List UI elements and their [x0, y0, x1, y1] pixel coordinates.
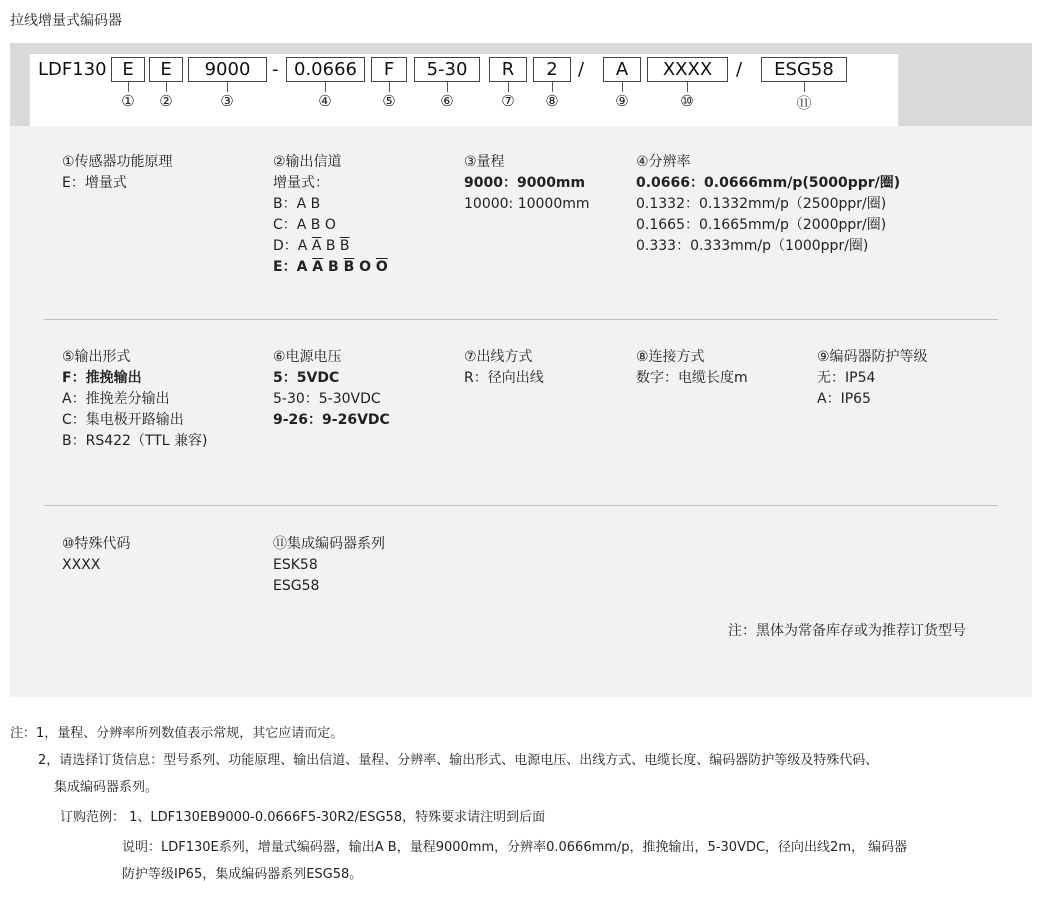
section-channel — [273, 152, 388, 278]
option-item: 9000：9000mm — [464, 175, 586, 191]
option-item: A：推挽差分输出 — [62, 391, 170, 407]
section-title: ②输出信道 — [273, 154, 342, 170]
code-box-cable: R — [489, 57, 527, 82]
marker-8: ⑧ — [545, 92, 559, 110]
signal-o: O — [359, 259, 372, 275]
marker-tick — [447, 82, 448, 92]
signal-o-inverted: $\overline{O}$ — [375, 259, 388, 275]
option-item: 5：5VDC — [273, 370, 340, 386]
marker-10: ⑩ — [680, 92, 694, 110]
code-box-voltage: 5-30 — [414, 57, 480, 82]
stock-note: 注：黑体为常备库存或为推荐订货型号 — [728, 623, 966, 639]
code-separator-slash: / — [578, 59, 585, 80]
option-item: 数字：电缆长度m — [636, 370, 748, 386]
option-key: D： — [273, 238, 298, 254]
code-box-connect: 2 — [533, 57, 571, 82]
option-item: R：径向出线 — [464, 370, 544, 386]
divider — [44, 505, 998, 506]
section-cable — [464, 347, 544, 389]
code-box-function: E — [111, 57, 145, 82]
option-item: 5-30：5-30VDC — [273, 391, 381, 407]
option-item: 10000: 10000mm — [464, 196, 590, 212]
code-box-channel: E — [149, 57, 183, 82]
option-item: C：A B O — [273, 217, 336, 233]
marker-9: ⑨ — [615, 92, 629, 110]
code-box-range: 9000 — [188, 57, 267, 82]
code-panel — [10, 43, 1032, 126]
order-example: 订购范例： 1、LDF130EB9000-0.0666F5-30R2/ESG58，特殊要求请注明到后面 — [60, 810, 546, 825]
signal-b: B — [328, 259, 339, 275]
section-connect — [636, 347, 748, 389]
option-key: E： — [273, 259, 297, 275]
option-item: ESG58 — [273, 578, 320, 594]
marker-2: ② — [159, 92, 173, 110]
marker-tick — [804, 82, 805, 92]
signal-a-inverted: $\overline{A}$ — [311, 238, 322, 254]
section-resolution — [636, 152, 900, 257]
marker-tick — [552, 82, 553, 92]
section-title: ⑦出线方式 — [464, 349, 533, 365]
option-item: 0.1332：0.1332mm/p（2500ppr/圈) — [636, 196, 887, 212]
option-item: 增量式： — [273, 175, 329, 191]
option-item-e — [273, 257, 388, 278]
note-line: 2，请选择订货信息：型号系列、功能原理、输出信道、量程、分辨率、输出形式、电源电压、出线方式、电缆长度、编码器防护等级及特殊代码、 — [38, 753, 879, 768]
marker-tick — [227, 82, 228, 92]
page-title: 拉线增量式编码器 — [10, 13, 122, 29]
section-protection — [817, 347, 928, 410]
marker-3: ③ — [220, 92, 234, 110]
marker-tick — [166, 82, 167, 92]
option-item: A：IP65 — [817, 391, 871, 407]
example-description: 防护等级IP65，集成编码器系列ESG58。 — [122, 867, 363, 882]
signal-a: A — [296, 259, 308, 275]
option-item: B：RS422（TTL 兼容) — [62, 433, 208, 449]
marker-tick — [389, 82, 390, 92]
section-title: ⑨编码器防护等级 — [817, 349, 928, 365]
section-voltage — [273, 347, 390, 431]
section-title: ③量程 — [464, 154, 505, 170]
marker-1: ① — [121, 92, 135, 110]
section-series — [273, 534, 385, 597]
code-box-resolution: 0.0666 — [286, 57, 365, 82]
option-item: B：A B — [273, 196, 321, 212]
marker-tick — [508, 82, 509, 92]
marker-7: ⑦ — [501, 92, 515, 110]
signal-b: B — [325, 238, 336, 254]
note-line: 注：1，量程、分辨率所列数值表示常规，其它应请而定。 — [10, 726, 344, 741]
example-description: 说明：LDF130E系列，增量式编码器，输出A B，量程9000mm，分辨率0.0666mm/p，推挽输出，5-30VDC，径向出线2m， 编码器 — [122, 840, 908, 855]
option-item: 无：IP54 — [817, 370, 876, 386]
section-title: ⑧连接方式 — [636, 349, 705, 365]
section-function — [62, 152, 173, 194]
signal-a-inverted: $\overline{A}$ — [312, 259, 324, 275]
section-range — [464, 152, 590, 215]
option-item: E：增量式 — [62, 175, 127, 191]
code-box-protection: A — [603, 57, 641, 82]
marker-tick — [128, 82, 129, 92]
note-line: 集成编码器系列。 — [54, 780, 159, 795]
section-title: ⑥电源电压 — [273, 349, 342, 365]
marker-tick — [687, 82, 688, 92]
marker-tick — [325, 82, 326, 92]
option-item: 0.0666：0.0666mm/p(5000ppr/圈) — [636, 175, 901, 191]
option-item-d — [273, 236, 388, 257]
code-box-output: F — [371, 57, 407, 82]
section-title: ⑤输出形式 — [62, 349, 131, 365]
code-box-series: ESG58 — [761, 57, 847, 82]
signal-b-inverted: $\overline{B}$ — [339, 238, 350, 254]
option-item: 0.1665：0.1665mm/p（2000ppr/圈) — [636, 217, 887, 233]
model-prefix: LDF130 — [38, 59, 107, 80]
marker-tick — [622, 82, 623, 92]
signal-a: A — [297, 238, 308, 254]
option-item: C：集电极开路输出 — [62, 412, 184, 428]
section-title: ⑪集成编码器系列 — [273, 536, 385, 552]
option-item: XXXX — [62, 557, 101, 573]
marker-11: ⑪ — [796, 94, 812, 112]
section-special — [62, 534, 131, 576]
section-title: ①传感器功能原理 — [62, 154, 173, 170]
divider — [44, 319, 998, 320]
code-separator-slash: / — [736, 59, 743, 80]
signal-b-inverted: $\overline{B}$ — [343, 259, 355, 275]
code-separator-dash: - — [272, 59, 279, 80]
section-output — [62, 347, 208, 452]
option-item: F：推挽输出 — [62, 370, 142, 386]
option-item: 0.333：0.333mm/p（1000ppr/圈) — [636, 238, 869, 254]
marker-4: ④ — [318, 92, 332, 110]
code-box-special: XXXX — [647, 57, 728, 82]
marker-6: ⑥ — [440, 92, 454, 110]
option-item: ESK58 — [273, 557, 318, 573]
marker-5: ⑤ — [382, 92, 396, 110]
section-title: ⑩特殊代码 — [62, 536, 131, 552]
option-item: 9-26：9-26VDC — [273, 412, 390, 428]
section-title: ④分辨率 — [636, 154, 691, 170]
